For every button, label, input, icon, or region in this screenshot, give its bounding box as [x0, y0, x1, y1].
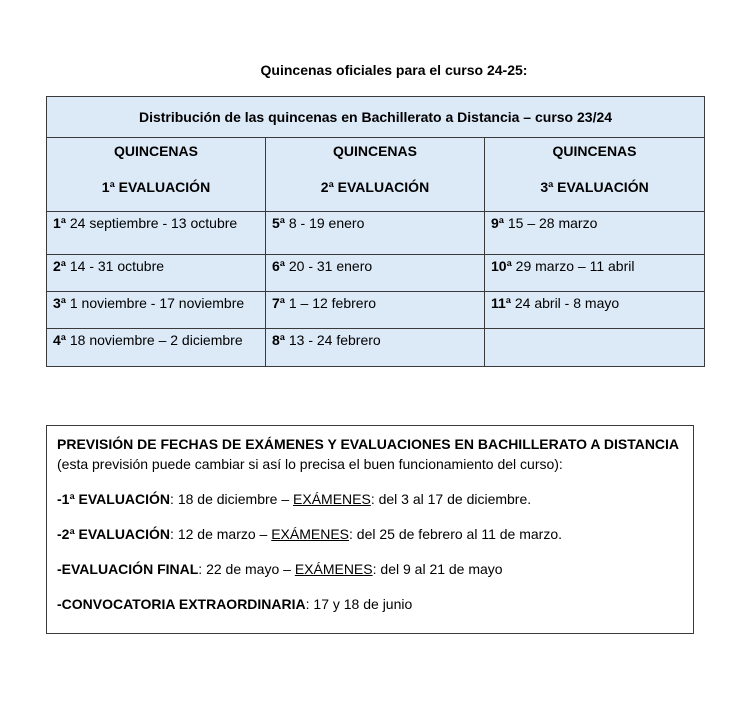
table-header-row	[47, 138, 705, 212]
exam-extra-text: : 17 y 18 de junio	[305, 596, 413, 612]
quincena-dates: 20 - 31 enero	[284, 258, 373, 274]
exam-item-word: EXÁMENES	[293, 491, 371, 507]
table-cell	[47, 255, 266, 292]
table-cell	[47, 329, 266, 367]
exam-schedule-title: PREVISIÓN DE FECHAS DE EXÁMENES Y EVALUACIONES EN BACHILLERATO A DISTANCIA	[57, 436, 680, 452]
table-cell	[485, 292, 705, 329]
table-row	[47, 212, 705, 255]
exam-item-date: : 18 de diciembre –	[170, 491, 294, 507]
header-eval-1	[47, 138, 266, 212]
table-cell	[266, 255, 485, 292]
header-eval-label: 1ª EVALUACIÓN	[101, 179, 211, 195]
quincena-number: 1ª	[53, 215, 66, 231]
quincena-number: 11ª	[491, 295, 511, 311]
table-row	[47, 255, 705, 292]
exam-item	[57, 489, 683, 509]
table-title: Distribución de las quincenas en Bachillerato a Distancia – curso 23/24	[47, 97, 705, 138]
quincena-dates: 14 - 31 octubre	[65, 258, 165, 274]
exam-item-label: -1ª EVALUACIÓN	[57, 491, 171, 507]
exam-extra-label: -CONVOCATORIA EXTRAORDINARIA	[57, 596, 306, 612]
exam-schedule-intro	[57, 434, 683, 474]
header-eval-2	[266, 138, 485, 212]
header-label: QUINCENAS	[332, 143, 417, 159]
quincena-dates: 13 - 24 febrero	[284, 332, 381, 348]
exam-item-range: : del 25 de febrero al 11 de marzo.	[349, 526, 563, 542]
header-eval-3	[485, 138, 705, 212]
exam-item-date: : 22 de mayo –	[198, 561, 295, 577]
table-title-row	[47, 97, 705, 138]
quincena-number: 3ª	[53, 295, 66, 311]
exam-schedule-box	[46, 425, 694, 634]
exam-item-date: : 12 de marzo –	[170, 526, 272, 542]
exam-item-word: EXÁMENES	[271, 526, 350, 542]
quincena-dates: 15 – 28 marzo	[503, 215, 598, 231]
quincena-number: 2ª	[53, 258, 66, 274]
exam-item	[57, 524, 683, 544]
quincena-dates: 29 marzo – 11 abril	[511, 258, 635, 274]
exam-item	[57, 559, 683, 579]
exam-item-label: -2ª EVALUACIÓN	[57, 526, 171, 542]
exam-item-range: : del 9 al 21 de mayo	[372, 561, 503, 577]
header-label: QUINCENAS	[552, 143, 637, 159]
quincena-dates: 1 – 12 febrero	[284, 295, 377, 311]
header-eval-label: 3ª EVALUACIÓN	[540, 179, 649, 195]
exam-item-word: EXÁMENES	[294, 561, 373, 577]
table-cell	[266, 329, 485, 367]
table-cell	[266, 292, 485, 329]
table-row	[47, 292, 705, 329]
quincena-number: 6ª	[272, 258, 285, 274]
table-cell-empty	[485, 329, 705, 367]
quincena-dates: 8 - 19 enero	[284, 215, 365, 231]
table-cell	[266, 212, 485, 255]
quincena-number: 8ª	[272, 332, 285, 348]
table-cell	[47, 212, 266, 255]
quincena-dates: 24 abril - 8 mayo	[510, 295, 620, 311]
quincena-number: 5ª	[272, 215, 285, 231]
quincena-number: 7ª	[272, 295, 285, 311]
table-cell	[485, 212, 705, 255]
exam-item-range: : del 3 al 17 de diciembre.	[370, 491, 532, 507]
page-heading: Quincenas oficiales para el curso 24-25:	[260, 62, 528, 78]
quincena-number: 9ª	[491, 215, 504, 231]
table-cell	[47, 292, 266, 329]
header-eval-label: 2ª EVALUACIÓN	[320, 179, 430, 195]
exam-extra-item	[57, 594, 683, 614]
quincena-dates: 1 noviembre - 17 noviembre	[65, 295, 245, 311]
exam-item-label: -EVALUACIÓN FINAL	[57, 561, 199, 577]
exam-schedule-note: (esta previsión puede cambiar si así lo precisa el buen funcionamiento del curso):	[57, 456, 563, 472]
quincenas-table	[46, 96, 705, 367]
header-label: QUINCENAS	[113, 143, 198, 159]
quincena-number: 10ª	[491, 258, 512, 274]
table-row	[47, 329, 705, 367]
table-cell	[485, 255, 705, 292]
quincena-dates: 18 noviembre – 2 diciembre	[65, 332, 243, 348]
quincena-dates: 24 septiembre - 13 octubre	[65, 215, 238, 231]
quincena-number: 4ª	[53, 332, 66, 348]
